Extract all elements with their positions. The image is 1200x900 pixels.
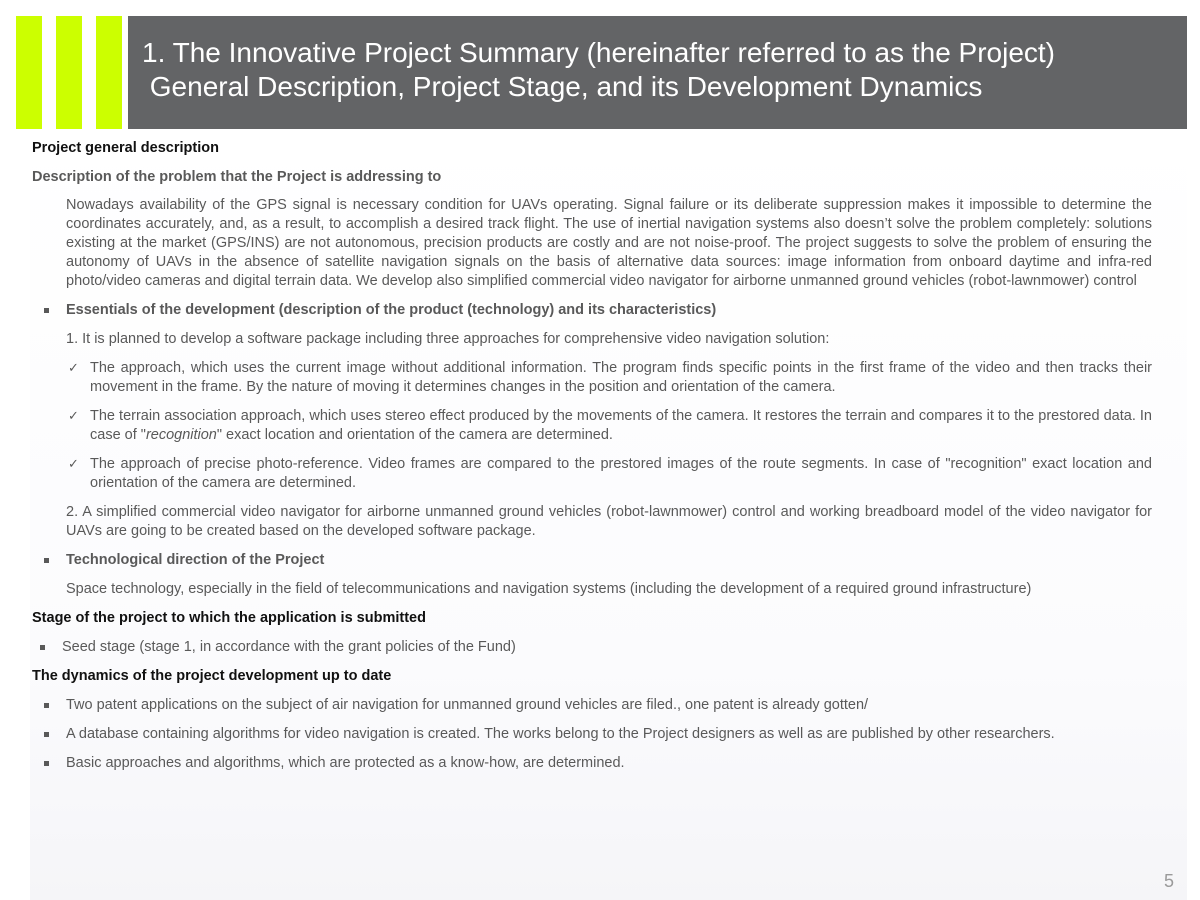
general-heading: Project general description: [32, 140, 219, 156]
bullet-square-icon: [44, 732, 49, 737]
dynamics-text: Two patent applications on the subject of air navigation for unmanned ground vehicles are filed., one patent is already gotten/: [66, 697, 869, 713]
page-number: 5: [1163, 871, 1174, 891]
dynamics-item: [32, 754, 1152, 773]
tech-heading: Technological direction of the Project: [66, 552, 325, 568]
checkmark-icon: ✓: [68, 457, 79, 472]
dynamics-heading: The dynamics of the project development up to date: [32, 668, 392, 684]
essentials-heading: Essentials of the development (description of the product (technology) and its characteristics): [66, 302, 717, 318]
dynamics-item: [32, 725, 1152, 744]
bullet-square-icon: [44, 558, 49, 563]
approach-text: The approach, which uses the current image without additional information. The program finds specific points in the first frame of the video and then tracks their movement in the frame. By the nature of moving it determines changes in the position and orientation of the camera.: [90, 360, 1152, 395]
essentials-point-2: 2. A simplified commercial video navigator for airborne unmanned ground vehicles (robot-lawnmower) control and working breadboard model of the video navigator for UAVs are going to be created based on the developed software package.: [66, 504, 1152, 539]
problem-text: Nowadays availability of the GPS signal is necessary condition for UAVs operating. Signal failure or its deliberate suppression makes it impossible to determine the coordinates accurately, and, as a result, to accomplish a desired track flight. The use of inertial navigation systems also doesn’t solve the problem completely: solutions existing at the market (GPS/INS) are not autonomous, precision products are costly and are not noise-proof. The project suggests to solve the problem of ensuring the autonomy of UAVs in the absence of satellite navigation signals on the basis of alternative data sources: image information from onboard daytime and infra-red photo/video cameras and digital terrain data. We develop also simplified commercial video navigator for airborne unmanned ground vehicles (robot-lawnmower) control: [66, 197, 1152, 289]
approach-item-1: [32, 359, 1152, 397]
approach-item-2: [32, 407, 1152, 445]
problem-heading: Description of the problem that the Project is addressing to: [32, 169, 442, 185]
tech-text: Space technology, especially in the field of telecommunications and navigation systems (including the development of a required ground infrastructure): [66, 581, 1032, 597]
dynamics-text: Basic approaches and algorithms, which are protected as a know-how, are determined.: [66, 755, 625, 771]
approach-text: " exact location and orientation of the camera are determined.: [216, 427, 613, 443]
approach-text: The approach of precise photo-reference. Video frames are compared to the prestored images of the route segments. In case of "recognition" exact location and orientation of the camera are determined.: [90, 456, 1152, 491]
accent-bar: [16, 16, 42, 129]
accent-bars: [16, 16, 122, 129]
dynamics-item: [32, 696, 1152, 715]
slide-title: [128, 16, 1187, 129]
bullet-square-icon: [44, 308, 49, 313]
approach-item-3: [32, 455, 1152, 493]
bullet-square-icon: [44, 761, 49, 766]
accent-bar: [96, 16, 122, 129]
title-line-2: General Description, Project Stage, and its Development Dynamics: [142, 71, 983, 102]
stage-text: Seed stage (stage 1, in accordance with the grant policies of the Fund): [62, 639, 516, 655]
bullet-square-icon: [40, 645, 45, 650]
checkmark-icon: ✓: [68, 409, 79, 424]
essentials-intro: 1. It is planned to develop a software package including three approaches for comprehensive video navigation solution:: [66, 331, 830, 347]
bullet-square-icon: [44, 703, 49, 708]
dynamics-text: A database containing algorithms for video navigation is created. The works belong to the Project designers as well as are published by other researchers.: [66, 726, 1055, 742]
accent-bar: [56, 16, 82, 129]
slide-content: [30, 129, 1187, 900]
essentials-bullet: [32, 301, 1152, 320]
title-line-1: 1. The Innovative Project Summary (hereinafter referred to as the Project): [142, 37, 1056, 68]
checkmark-icon: ✓: [68, 361, 79, 376]
approach-text: The terrain association approach, which uses stereo effect produced by the movements of the camera. It restores the terrain and compares it to the prestored data. In case of ": [90, 408, 1152, 443]
tech-bullet: [32, 551, 1152, 570]
stage-item: [32, 638, 1152, 657]
approach-emphasis: recognition: [145, 427, 217, 443]
stage-heading: Stage of the project to which the application is submitted: [32, 610, 426, 626]
